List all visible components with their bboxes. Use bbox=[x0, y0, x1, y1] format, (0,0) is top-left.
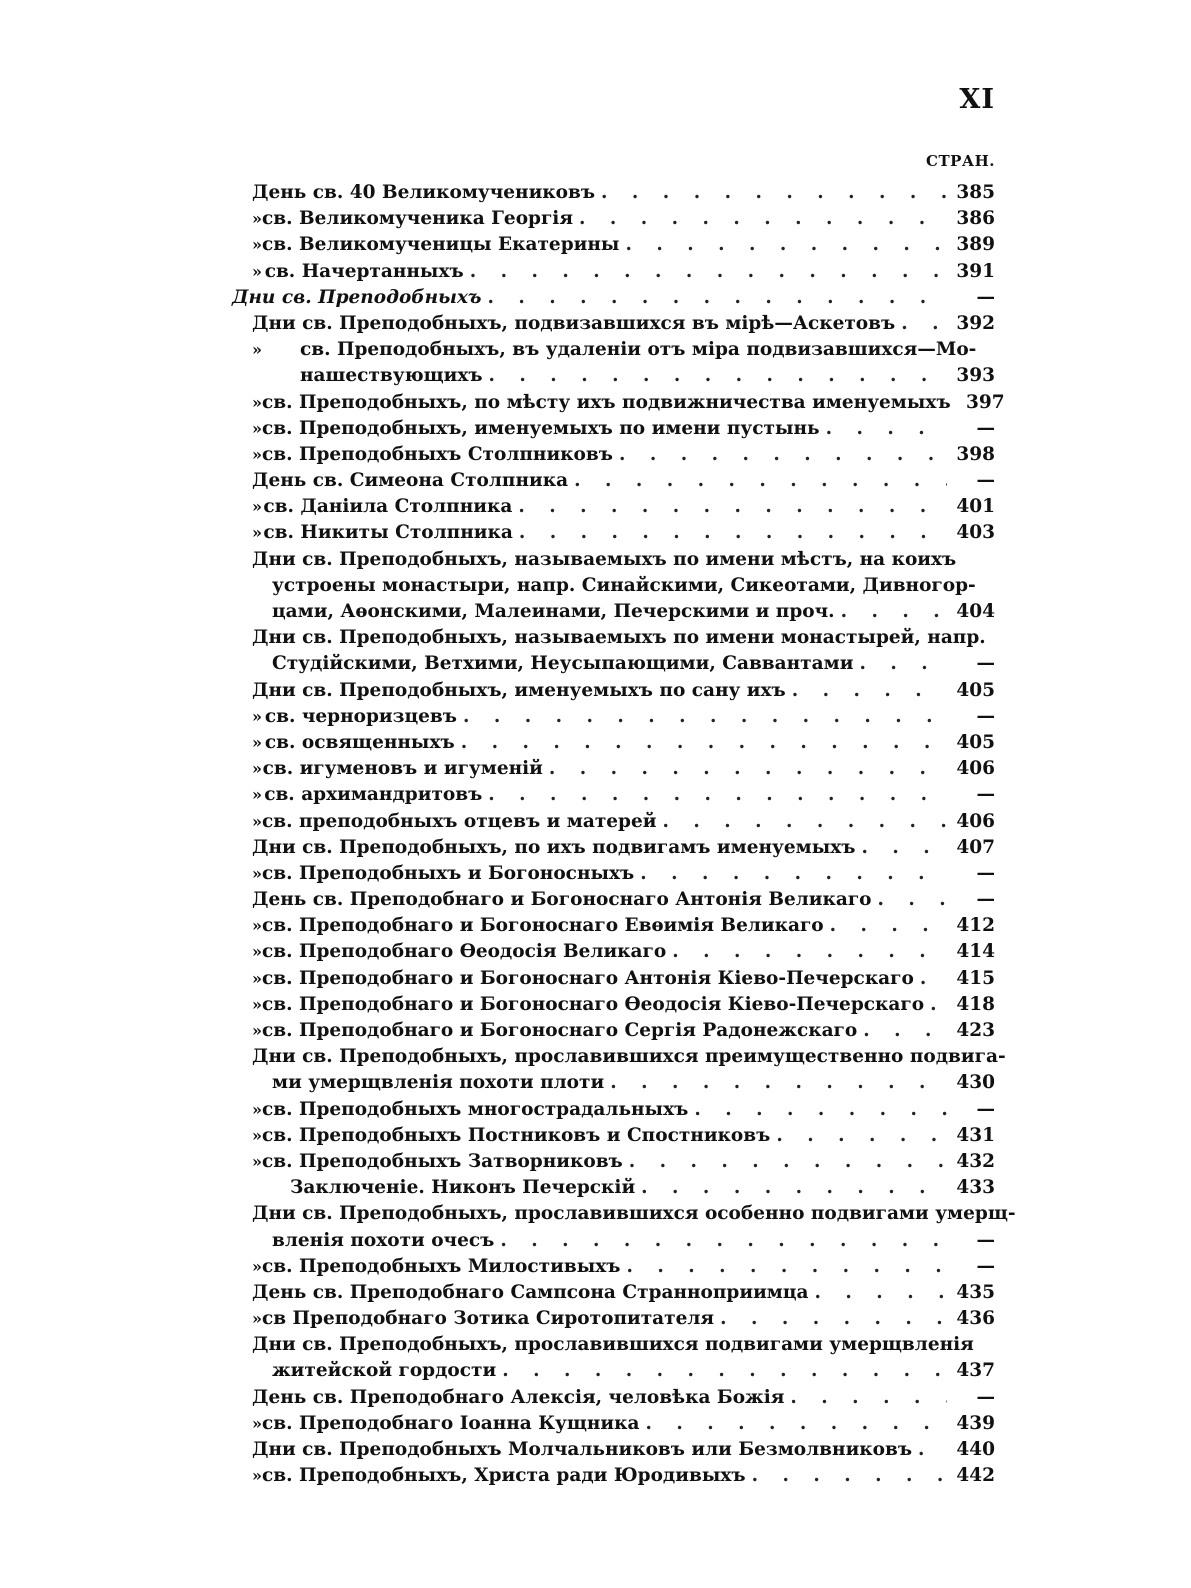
toc-entry-title: св. Преподобнаго Іоанна Кущника bbox=[262, 1412, 640, 1434]
dot-leader bbox=[487, 285, 947, 311]
dot-leader bbox=[625, 232, 947, 258]
page-number: XI bbox=[959, 84, 995, 115]
dot-leader bbox=[672, 939, 947, 965]
toc-entry-title: св. Преподобныхъ многострадальныхъ bbox=[262, 1098, 689, 1120]
dot-leader bbox=[930, 992, 947, 1018]
toc-entry bbox=[232, 704, 995, 730]
ditto-mark: » bbox=[252, 1256, 262, 1276]
toc-entry-title-cont: цами, Аѳонскими, Малеинами, Печерскими и проч. bbox=[272, 601, 835, 622]
toc-entry bbox=[232, 1044, 1006, 1096]
toc-entry-title: св. Преподобнаго и Богоноснаго Антонія Кіево-Печерскаго bbox=[262, 967, 914, 989]
toc-entry bbox=[232, 1254, 995, 1280]
toc-entry-title: св. преподобныхъ отцевъ и матерей bbox=[262, 810, 657, 832]
dot-leader bbox=[579, 206, 947, 232]
dot-leader bbox=[629, 1149, 947, 1175]
ditto-mark: » bbox=[252, 523, 262, 543]
toc-page-number: 392 bbox=[956, 312, 995, 334]
toc-entry bbox=[232, 861, 995, 887]
toc-entry-line bbox=[252, 599, 995, 625]
ditto-mark: » bbox=[252, 916, 262, 936]
toc-page-number: 391 bbox=[956, 260, 995, 282]
toc-entry-title: св. Преподобныхъ и Богоносныхъ bbox=[262, 862, 635, 884]
toc-page-number: — bbox=[976, 889, 995, 911]
toc-entry bbox=[232, 782, 995, 808]
table-of-contents bbox=[232, 180, 1016, 1489]
toc-entry bbox=[232, 285, 995, 311]
toc-entry-title: Дни св. Преподобныхъ, именуемыхъ по сану ихъ bbox=[252, 679, 786, 701]
ditto-mark: » bbox=[252, 444, 262, 464]
dot-leader bbox=[776, 1123, 947, 1149]
toc-entry-line: Дни св. Преподобныхъ, прославившихся особенно подвигами умерщ- bbox=[252, 1203, 1016, 1225]
toc-entry-title: св. Преподобнаго Ѳеодосія Великаго bbox=[262, 941, 667, 963]
toc-entry-line: устроены монастыри, напр. Синайскими, Сикеотами, Дивногор- bbox=[272, 574, 976, 596]
dot-leader bbox=[489, 363, 947, 389]
ditto-mark: » bbox=[252, 1309, 262, 1329]
dot-leader bbox=[500, 1228, 947, 1254]
toc-entry bbox=[232, 678, 995, 704]
ditto-mark: » bbox=[252, 340, 262, 360]
toc-page-number: 393 bbox=[956, 365, 995, 387]
toc-entry bbox=[232, 206, 995, 232]
toc-entry bbox=[232, 966, 995, 992]
toc-entry-title: св. Преподобнаго и Богоноснаго Сергія Радонежскаго bbox=[262, 1020, 858, 1041]
toc-page-number: 412 bbox=[956, 915, 995, 937]
toc-entry-title-cont: ми умерщвленія похоти плоти bbox=[272, 1072, 605, 1094]
toc-entry-title: Дни св. Преподобныхъ bbox=[232, 286, 482, 308]
ditto-mark: » bbox=[252, 1151, 262, 1171]
toc-entry-line bbox=[252, 651, 995, 677]
toc-entry-title: св. Преподобныхъ Затворниковъ bbox=[262, 1150, 623, 1172]
toc-entry bbox=[232, 992, 995, 1018]
toc-page-number: 437 bbox=[956, 1360, 995, 1382]
toc-page-number: 440 bbox=[956, 1439, 995, 1460]
toc-page-number: 432 bbox=[956, 1150, 995, 1172]
toc-page-number: — bbox=[976, 1098, 995, 1120]
toc-entry-title: св. Преподобныхъ Милостивыхъ bbox=[262, 1255, 621, 1277]
toc-entry-title: св. Начертанныхъ bbox=[264, 260, 464, 282]
toc-entry-line: Дни св. Преподобныхъ, называемыхъ по имени мѣстъ, на коихъ bbox=[252, 548, 957, 570]
ditto-mark: » bbox=[252, 392, 262, 412]
toc-page-number: — bbox=[976, 286, 995, 308]
ditto-mark: » bbox=[252, 759, 262, 779]
ditto-mark: » bbox=[252, 785, 262, 805]
dot-leader bbox=[826, 416, 947, 442]
dot-leader bbox=[502, 1358, 947, 1384]
toc-entry-line: Дни св. Преподобныхъ, прославившихся подвигами умерщвленія bbox=[252, 1334, 974, 1356]
toc-page-number: 430 bbox=[956, 1072, 995, 1094]
toc-entry bbox=[232, 809, 995, 835]
toc-entry-title: Дни св. Преподобныхъ Молчальниковъ или Безмолвниковъ bbox=[252, 1439, 913, 1460]
toc-entry bbox=[232, 180, 995, 206]
toc-page-number: — bbox=[976, 862, 995, 884]
toc-entry-title: Дни св. Преподобныхъ, подвизавшихся въ мірѣ—Аскетовъ bbox=[252, 312, 896, 334]
ditto-mark: » bbox=[252, 863, 262, 883]
dot-leader bbox=[549, 756, 947, 782]
toc-page-number: 442 bbox=[956, 1465, 995, 1487]
dot-leader bbox=[790, 1385, 947, 1411]
toc-entry bbox=[232, 1175, 995, 1201]
toc-page-number: — bbox=[976, 1229, 995, 1251]
dot-leader bbox=[626, 1254, 947, 1280]
toc-entry bbox=[232, 1149, 995, 1175]
toc-entry bbox=[232, 1437, 995, 1463]
toc-entry-title-cont: житейской гордости bbox=[272, 1360, 497, 1382]
toc-entry-line bbox=[252, 1070, 995, 1096]
toc-page-number: 397 bbox=[966, 391, 1005, 413]
toc-entry-title: св. Даніила Столпника bbox=[263, 496, 513, 518]
dot-leader bbox=[720, 1306, 947, 1332]
toc-page-number: 435 bbox=[956, 1281, 995, 1303]
toc-page-number: 398 bbox=[956, 443, 995, 465]
toc-entry-title: св Преподобнаго Зотика Сиротопитателя bbox=[262, 1308, 715, 1330]
toc-page-number: — bbox=[976, 784, 995, 806]
dot-leader bbox=[901, 311, 947, 337]
dot-leader bbox=[574, 468, 947, 494]
page-column-label: СТРАН. bbox=[926, 152, 995, 170]
dot-leader bbox=[519, 520, 947, 546]
dot-leader bbox=[863, 1018, 947, 1044]
toc-entry-title-cont: нашествующихъ bbox=[300, 365, 483, 387]
toc-page-number: 439 bbox=[956, 1412, 995, 1434]
toc-page-number: — bbox=[976, 1255, 995, 1277]
dot-leader bbox=[461, 730, 947, 756]
toc-entry bbox=[232, 1385, 995, 1411]
dot-leader bbox=[646, 1411, 948, 1437]
toc-page-number: — bbox=[976, 470, 995, 492]
toc-entry bbox=[232, 835, 995, 861]
toc-page-number: 433 bbox=[956, 1177, 995, 1199]
dot-leader bbox=[752, 1463, 947, 1489]
dot-leader bbox=[841, 599, 947, 625]
toc-entry bbox=[232, 1332, 995, 1384]
toc-entry-line: Дни св. Преподобныхъ, называемыхъ по имени монастырей, напр. bbox=[252, 627, 986, 649]
dot-leader bbox=[488, 782, 947, 808]
toc-entry bbox=[232, 547, 995, 626]
toc-entry-title: День св. Преподобнаго Алексія, человѣка Божія bbox=[252, 1386, 785, 1408]
toc-entry-line bbox=[252, 363, 995, 389]
toc-entry bbox=[232, 311, 995, 337]
ditto-mark: » bbox=[252, 1466, 262, 1486]
dot-leader bbox=[861, 835, 947, 861]
toc-page-number: 404 bbox=[956, 601, 995, 622]
toc-entry bbox=[232, 939, 995, 965]
dot-leader bbox=[640, 861, 947, 887]
dot-leader bbox=[610, 1070, 947, 1096]
dot-leader bbox=[878, 887, 947, 913]
toc-entry bbox=[232, 1018, 995, 1044]
toc-page-number: — bbox=[976, 653, 995, 675]
ditto-mark: » bbox=[252, 994, 262, 1014]
toc-entry bbox=[232, 1097, 995, 1123]
toc-page-number: 405 bbox=[956, 679, 995, 701]
toc-page-number: 436 bbox=[956, 1308, 995, 1330]
toc-entry bbox=[232, 1411, 995, 1437]
ditto-mark: » bbox=[252, 732, 262, 752]
toc-entry bbox=[232, 1280, 995, 1306]
toc-page-number: 385 bbox=[956, 182, 995, 203]
toc-page-number: 415 bbox=[956, 967, 995, 989]
ditto-mark: » bbox=[252, 1413, 262, 1433]
toc-entry-title: св. Преподобныхъ, въ удаленіи отъ міра подвизавшихся—Мо- bbox=[300, 339, 977, 361]
toc-entry bbox=[232, 1123, 995, 1149]
toc-entry-title: св. Никиты Столпника bbox=[263, 522, 513, 544]
toc-entry-title-cont: вленія похоти очесъ bbox=[272, 1229, 495, 1251]
ditto-mark: » bbox=[252, 1021, 262, 1040]
toc-entry-line bbox=[252, 337, 995, 363]
dot-leader bbox=[918, 1437, 947, 1463]
toc-entry-title: св. черноризцевъ bbox=[264, 705, 457, 727]
toc-entry-line: Дни св. Преподобныхъ, прославившихся преимущественно подвига- bbox=[252, 1046, 1006, 1068]
toc-entry-title: св. игуменовъ и игуменій bbox=[262, 758, 543, 780]
dot-leader bbox=[518, 494, 947, 520]
toc-entry bbox=[232, 625, 995, 677]
ditto-mark: » bbox=[252, 811, 262, 831]
toc-entry-title: св. Преподобныхъ, по мѣсту ихъ подвижничества именуемыхъ bbox=[262, 391, 951, 413]
toc-entry-line bbox=[252, 1228, 995, 1254]
toc-entry bbox=[232, 1463, 995, 1489]
toc-entry-title: св. Преподобнаго и Богоноснаго Ѳеодосія Кіево-Печерскаго bbox=[262, 993, 925, 1015]
toc-page-number: 407 bbox=[956, 836, 995, 858]
toc-entry bbox=[232, 259, 995, 285]
toc-entry-title: св. Преподобныхъ Столпниковъ bbox=[262, 443, 613, 465]
toc-entry bbox=[232, 520, 995, 546]
toc-entry-title: День св. Преподобнаго Сампсона Странноприимца bbox=[252, 1281, 809, 1303]
toc-entry bbox=[232, 1201, 1016, 1253]
ditto-mark: » bbox=[252, 497, 262, 517]
toc-page-number: 389 bbox=[956, 234, 995, 256]
ditto-mark: » bbox=[252, 706, 262, 726]
toc-page-number: 403 bbox=[956, 522, 995, 544]
toc-page-number: 423 bbox=[956, 1020, 995, 1041]
toc-entry-title: св. Преподобныхъ, именуемыхъ по имени пустынь bbox=[262, 417, 820, 439]
toc-entry-title: Дни св. Преподобныхъ, по ихъ подвигамъ именуемыхъ bbox=[252, 836, 856, 858]
ditto-mark: » bbox=[252, 209, 262, 229]
toc-entry-title: св. Преподобнаго и Богоноснаго Евѳимія Великаго bbox=[262, 915, 824, 937]
ditto-mark: » bbox=[252, 235, 262, 255]
ditto-mark: » bbox=[252, 1125, 262, 1145]
toc-page-number: 431 bbox=[956, 1124, 995, 1146]
toc-entry-title: св. освященныхъ bbox=[264, 731, 455, 753]
dot-leader bbox=[601, 180, 947, 206]
ditto-mark: » bbox=[252, 261, 262, 281]
toc-page-number: 406 bbox=[956, 758, 995, 780]
toc-page-number: 418 bbox=[956, 993, 995, 1015]
dot-leader bbox=[463, 704, 947, 730]
toc-entry bbox=[232, 468, 995, 494]
toc-page-number: 406 bbox=[956, 810, 995, 832]
toc-entry-title: св. Великомученика Георгія bbox=[262, 208, 573, 230]
toc-entry bbox=[232, 442, 995, 468]
dot-leader bbox=[619, 442, 947, 468]
ditto-mark: » bbox=[252, 968, 262, 988]
toc-entry-title: День св. Преподобнаго и Богоноснаго Антонія Великаго bbox=[252, 889, 872, 911]
toc-page-number: 414 bbox=[956, 941, 995, 963]
toc-page-number: — bbox=[976, 417, 995, 439]
toc-entry bbox=[232, 390, 1005, 416]
toc-entry bbox=[232, 337, 995, 389]
toc-entry-title: св. архимандритовъ bbox=[264, 784, 483, 806]
toc-entry-title: св. Великомученицы Екатерины bbox=[262, 234, 620, 256]
dot-leader bbox=[641, 1175, 947, 1201]
toc-entry bbox=[232, 730, 995, 756]
toc-entry-title: День св. Симеона Столпника bbox=[252, 470, 569, 492]
dot-leader bbox=[815, 1280, 947, 1306]
toc-page-number: — bbox=[976, 1386, 995, 1408]
toc-entry-title: Заключеніе. Никонъ Печерскій bbox=[290, 1177, 636, 1199]
toc-entry bbox=[232, 494, 995, 520]
toc-entry-title-cont: Студійскими, Ветхими, Неусыпающими, Саввантами bbox=[272, 653, 854, 675]
ditto-mark: » bbox=[252, 942, 262, 962]
dot-leader bbox=[694, 1097, 947, 1123]
toc-entry-title: св. Преподобныхъ, Христа ради Юродивыхъ bbox=[262, 1465, 746, 1487]
dot-leader bbox=[920, 966, 947, 992]
toc-page-number: 405 bbox=[956, 731, 995, 753]
toc-entry-title: День св. 40 Великомучениковъ bbox=[252, 182, 596, 203]
dot-leader bbox=[470, 259, 947, 285]
toc-entry-line bbox=[252, 1358, 995, 1384]
toc-page-number: — bbox=[976, 705, 995, 727]
dot-leader bbox=[859, 651, 947, 677]
toc-page-number: 401 bbox=[956, 496, 995, 518]
dot-leader bbox=[830, 913, 947, 939]
dot-leader bbox=[792, 678, 947, 704]
toc-entry bbox=[232, 887, 995, 913]
ditto-mark: » bbox=[252, 418, 262, 438]
toc-entry bbox=[232, 1306, 995, 1332]
ditto-mark: » bbox=[252, 1099, 262, 1119]
dot-leader bbox=[663, 809, 948, 835]
toc-entry bbox=[232, 913, 995, 939]
toc-entry bbox=[232, 756, 995, 782]
toc-entry-title: св. Преподобныхъ Постниковъ и Спостниковъ bbox=[262, 1124, 771, 1146]
toc-entry bbox=[232, 416, 995, 442]
toc-page-number: 386 bbox=[956, 208, 995, 230]
toc-entry bbox=[232, 232, 995, 258]
